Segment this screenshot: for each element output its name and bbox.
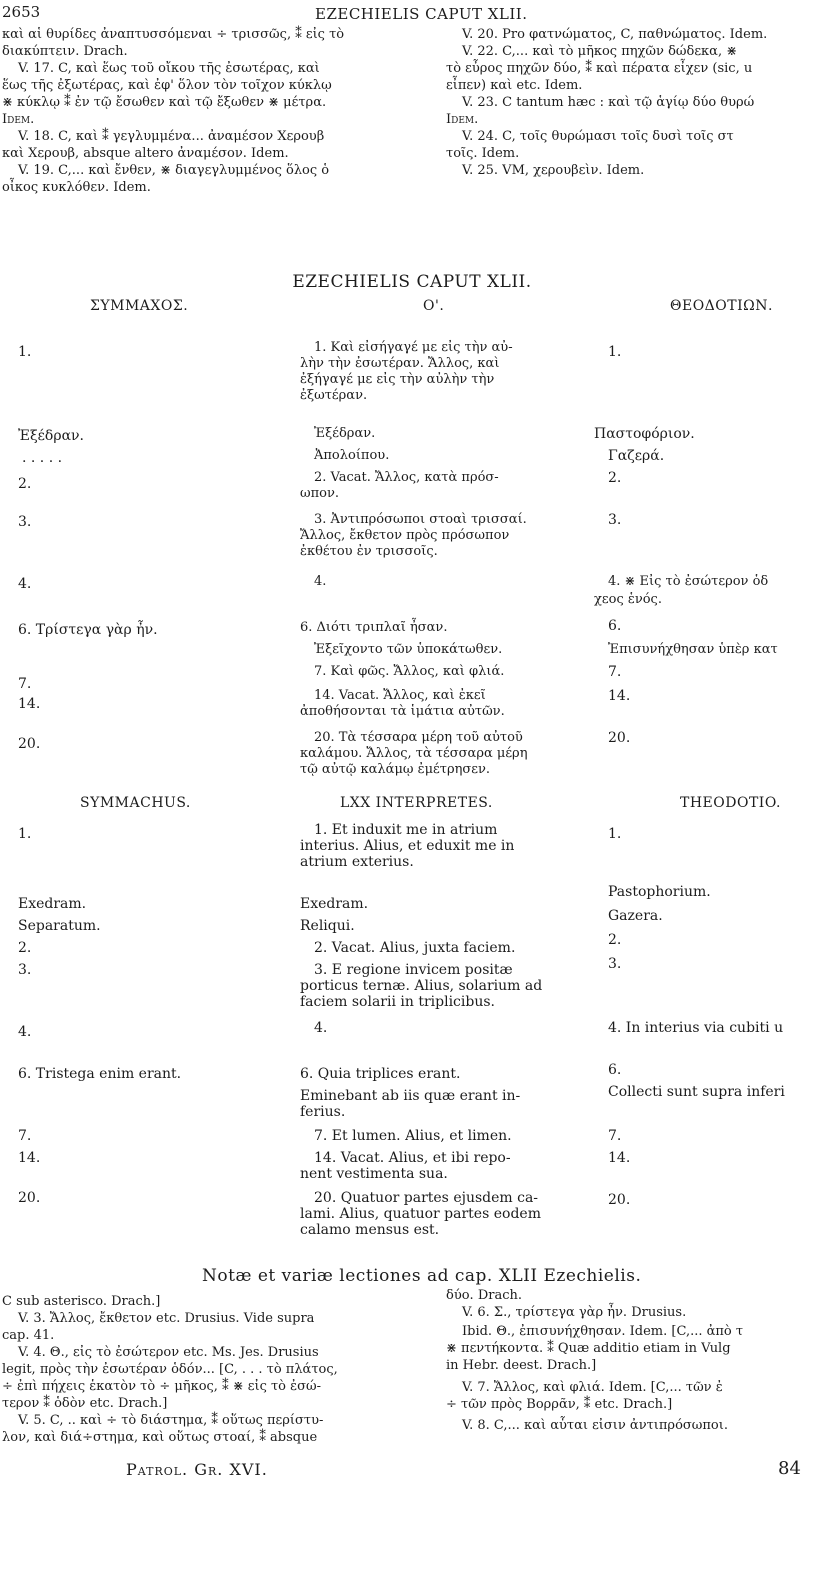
verse-cell: 7. xyxy=(608,664,622,680)
note-line: καὶ αἱ θυρίδες ἀναπτυσσόμεναι ÷ τρισσῶς, ⁑ εἰς τὸ xyxy=(2,27,345,42)
text-line: nent vestimenta sua. xyxy=(300,1166,448,1182)
text-line: calamo mensus est. xyxy=(300,1222,440,1238)
verse-cell: 1. xyxy=(608,344,622,360)
verse-cell: 6. Τρίστεγα γὰρ ἦν. xyxy=(18,622,158,638)
text-line: 3. Ἀντιπρόσωποι στοαὶ τρισσαί. xyxy=(314,512,527,527)
note-line: V. 17. C, καὶ ἕως τοῦ οἴκου τῆς ἐσωτέρας, καὶ xyxy=(18,61,320,76)
verse-cell: 14. xyxy=(608,688,631,704)
running-title: EZECHIELIS CAPUT XLII. xyxy=(315,5,528,23)
notes-title: Notæ et variæ lectiones ad cap. XLII Ezechielis. xyxy=(202,1266,642,1286)
text-line: Exedram. xyxy=(300,896,369,912)
verse-cell: 1. xyxy=(18,344,32,360)
text-line: τῷ αὐτῷ καλάμῳ ἐμέτρησεν. xyxy=(300,762,491,777)
verse-cell: 3. xyxy=(18,514,32,530)
verse-cell: Γαζερά. xyxy=(608,448,665,464)
column-header-theodotion: ΘΕΟΔΟΤΙΩΝ. xyxy=(670,298,773,314)
verse-cell: 20. xyxy=(18,1190,41,1206)
text-line: 4. xyxy=(314,574,327,589)
note-line: ÷ τῶν πρὸς Βορρᾶν, ⁑ etc. Drach.] xyxy=(446,1397,673,1412)
text-line: Ἄλλος, ἔκθετον πρὸς πρόσωπον xyxy=(300,528,510,543)
verse-cell: 4. ⋇ Εἰς τὸ ἐσώτερον ὁδ xyxy=(608,574,769,589)
note-line: ⋇ κύκλῳ ⁑ ἐν τῷ ἔσωθεν καὶ τῷ ἔξωθεν ⋇ μέτρα. xyxy=(2,95,327,110)
verse-cell: . . . . . xyxy=(22,450,63,466)
note-line: V. 18. C, καὶ ⁑ γεγλυμμένα... ἀναμέσον Χερουβ xyxy=(18,129,325,144)
text-line: Eminebant ab iis quæ erant in- xyxy=(300,1088,521,1104)
text-line: Ἐξεῖχοντο τῶν ὑποκάτωθεν. xyxy=(314,642,503,657)
verse-cell: 4. xyxy=(18,1024,32,1040)
text-line: Ἐξέδραν. xyxy=(314,426,376,441)
text-line: 4. xyxy=(314,1020,328,1036)
text-line: ferius. xyxy=(300,1104,346,1120)
verse-cell: Collecti sunt supra inferi xyxy=(608,1084,785,1100)
footer-signature: Patrol. Gr. XVI. xyxy=(126,1460,268,1479)
text-line: ἐξωτέραν. xyxy=(300,388,368,403)
text-line: atrium exterius. xyxy=(300,854,414,870)
text-line: 6. Διότι τριπλαῖ ἦσαν. xyxy=(300,620,448,635)
verse-cell: Ἐξέδραν. xyxy=(18,428,84,444)
verse-cell: 20. xyxy=(18,736,41,752)
verse-cell: 20. xyxy=(608,1192,631,1208)
note-line: οἶκος κυκλόθεν. Idem. xyxy=(2,180,151,195)
note-line: V. 20. Pro φατνώματος, C, παθνώματος. Idem. xyxy=(462,27,768,42)
column-header-lxx-latin: LXX INTERPRETES. xyxy=(340,795,493,811)
note-line: V. 25. VM, χερουβεὶν. Idem. xyxy=(462,163,645,178)
text-line: 7. Καὶ φῶς. Ἄλλος, καὶ φλιά. xyxy=(314,664,505,679)
note-line: Idem. xyxy=(446,112,479,127)
verse-cell: Pastophorium. xyxy=(608,884,711,900)
text-line: ωπον. xyxy=(300,486,340,501)
verse-cell: 2. xyxy=(18,940,32,956)
note-line: V. 4. Θ., εἰς τὸ ἐσώτερον etc. Ms. Jes. Drusius xyxy=(18,1345,319,1360)
note-line: λον, καὶ διά÷στημα, καὶ οὕτως στοαί, ⁑ absque xyxy=(2,1430,318,1445)
note-line: V. 6. Σ., τρίστεγα γὰρ ἦν. Drusius. xyxy=(462,1305,687,1320)
note-line: Idem. xyxy=(2,112,35,127)
note-line: ⋇ πεντήκοντα. ⁑ Quæ additio etiam in Vulg xyxy=(446,1341,731,1356)
text-line: ἐξήγαγέ με εἰς τὴν αὐλὴν τὴν xyxy=(300,372,495,387)
text-line: 20. Τὰ τέσσαρα μέρη τοῦ αὐτοῦ xyxy=(314,730,523,745)
column-header-symmachus-latin: SYMMACHUS. xyxy=(80,795,191,811)
note-line: τὸ εὖρος πηχῶν δύο, ⁑ καὶ πέρατα εἶχεν (sic, u xyxy=(446,61,753,76)
column-header-lxx: Ο'. xyxy=(423,298,445,314)
verse-cell: Exedram. xyxy=(18,896,87,912)
verse-cell: Separatum. xyxy=(18,918,101,934)
text-line: 20. Quatuor partes ejusdem ca- xyxy=(314,1190,539,1206)
text-line: 2. Vacat. Ἄλλος, κατὰ πρόσ- xyxy=(314,470,499,485)
note-line: δύο. Drach. xyxy=(446,1288,522,1303)
note-line: V. 3. Ἄλλος, ἔκθετον etc. Drusius. Vide supra xyxy=(18,1311,315,1326)
verse-cell: 3. xyxy=(608,512,622,528)
text-line: 7. Et lumen. Alius, et limen. xyxy=(314,1128,512,1144)
verse-cell: 1. xyxy=(608,826,622,842)
text-line: 1. Et induxit me in atrium xyxy=(314,822,498,838)
verse-cell: 2. xyxy=(608,932,622,948)
note-line: καὶ Χερουβ, absque altero ἀναμέσον. Idem. xyxy=(2,146,289,161)
note-line: V. 22. C,... καὶ τὸ μῆκος πηχῶν δώδεκα, ⋇ xyxy=(462,44,738,59)
verse-cell: 6. xyxy=(608,1062,622,1078)
note-line: εἶπεν) καὶ etc. Idem. xyxy=(446,78,583,93)
text-line: ἐκθέτου ἐν τρισσοῖς. xyxy=(300,544,438,559)
verse-cell: 3. xyxy=(18,962,32,978)
note-line: V. 8. C,... καὶ αὗται εἰσιν ἀντιπρόσωποι. xyxy=(462,1418,728,1433)
note-line: τοῖς. Idem. xyxy=(446,146,520,161)
verse-cell: 7. xyxy=(18,676,32,692)
text-line: καλάμου. Ἄλλος, τὰ τέσσαρα μέρη xyxy=(300,746,528,761)
column-header-theodotion-latin: THEODOTIO. xyxy=(680,795,781,811)
verse-cell: 2. xyxy=(608,470,622,486)
verse-cell: Παστοφόριον. xyxy=(594,426,695,442)
text-line: 14. Vacat. Ἄλλος, καὶ ἐκεῖ xyxy=(314,688,486,703)
note-line: in Hebr. deest. Drach.] xyxy=(446,1358,597,1373)
note-line: legit, πρὸς τὴν ἐσωτέραν ὁδόν... [C, . . . τὸ πλάτος, xyxy=(2,1362,338,1377)
verse-cell: 14. xyxy=(608,1150,631,1166)
verse-cell: 6. Tristega enim erant. xyxy=(18,1066,182,1082)
verse-cell: Gazera. xyxy=(608,908,663,924)
verse-cell: 4. xyxy=(18,576,32,592)
note-line: τερον ⁑ ὁδὸν etc. Drach.] xyxy=(2,1396,168,1411)
text-line: Reliqui. xyxy=(300,918,355,934)
section-title: EZECHIELIS CAPUT XLII. xyxy=(292,272,532,292)
text-line: 3. E regione invicem positæ xyxy=(314,962,513,978)
text-line: λὴν τὴν ἐσωτέραν. Ἄλλος, καὶ xyxy=(300,356,500,371)
verse-cell: 1. xyxy=(18,826,32,842)
text-line: ἀποθήσονται τὰ ἱμάτια αὐτῶν. xyxy=(300,704,505,719)
verse-cell: χεος ἑνός. xyxy=(594,592,662,607)
verse-cell: 14. xyxy=(18,696,41,712)
text-line: interius. Alius, et eduxit me in xyxy=(300,838,515,854)
note-line: ÷ ἐπὶ πήχεις ἑκατὸν τὸ ÷ μῆκος, ⁑ ⋇ εἰς τὸ ἐσώ- xyxy=(2,1379,321,1394)
column-header-symmachus: ΣΥΜΜΑΧΟΣ. xyxy=(90,298,189,314)
note-line: V. 7. Ἄλλος, καὶ φλιά. Idem. [C,... τῶν ἐ xyxy=(462,1380,723,1395)
text-line: 14. Vacat. Alius, et ibi repo- xyxy=(314,1150,511,1166)
note-line: V. 23. C tantum hæc : καὶ τῷ ἁγίῳ δύο θυρώ xyxy=(462,95,755,110)
verse-cell: 7. xyxy=(608,1128,622,1144)
verse-cell: 20. xyxy=(608,730,631,746)
note-line: V. 24. C, τοῖς θυρώμασι τοῖς δυσὶ τοῖς στ xyxy=(462,129,734,144)
verse-cell: 3. xyxy=(608,956,622,972)
text-line: porticus ternæ. Alius, solarium ad xyxy=(300,978,543,994)
verse-cell: 4. In interius via cubiti u xyxy=(608,1020,784,1036)
verse-cell: 2. xyxy=(18,476,32,492)
text-line: 6. Quia triplices erant. xyxy=(300,1066,461,1082)
verse-cell: Ἐπισυνήχθησαν ὑπὲρ κατ xyxy=(608,642,778,657)
text-line: faciem solarii in triplicibus. xyxy=(300,994,495,1010)
text-line: 2. Vacat. Alius, juxta faciem. xyxy=(314,940,516,956)
text-line: Ἀπολοίπου. xyxy=(314,448,390,463)
note-line: ἕως τῆς ἐξωτέρας, καὶ ἐφ' ὅλον τὸν τοῖχον κύκλῳ xyxy=(2,78,332,93)
note-line: V. 5. C, .. καὶ ÷ τὸ διάστημα, ⁑ οὕτως περίστυ- xyxy=(18,1413,324,1428)
note-line: V. 19. C,... καὶ ἔνθεν, ⋇ διαγεγλυμμένος ὅλος ὁ xyxy=(18,163,330,178)
verse-cell: 7. xyxy=(18,1128,32,1144)
text-line: lami. Alius, quatuor partes eodem xyxy=(300,1206,541,1222)
note-line: cap. 41. xyxy=(2,1328,55,1343)
note-line: Ibid. Θ., ἐπισυνήχθησαν. Idem. [C,... ἀπὸ τ xyxy=(462,1324,744,1339)
note-line: διακύπτειν. Drach. xyxy=(2,44,128,59)
verse-cell: 14. xyxy=(18,1150,41,1166)
sheet-number: 84 xyxy=(778,1458,801,1479)
text-line: 1. Καὶ εἰσήγαγέ με εἰς τὴν αὐ- xyxy=(314,340,513,355)
note-line: C sub asterisco. Drach.] xyxy=(2,1294,161,1309)
verse-cell: 6. xyxy=(608,618,622,634)
page-number: 2653 xyxy=(2,3,41,21)
